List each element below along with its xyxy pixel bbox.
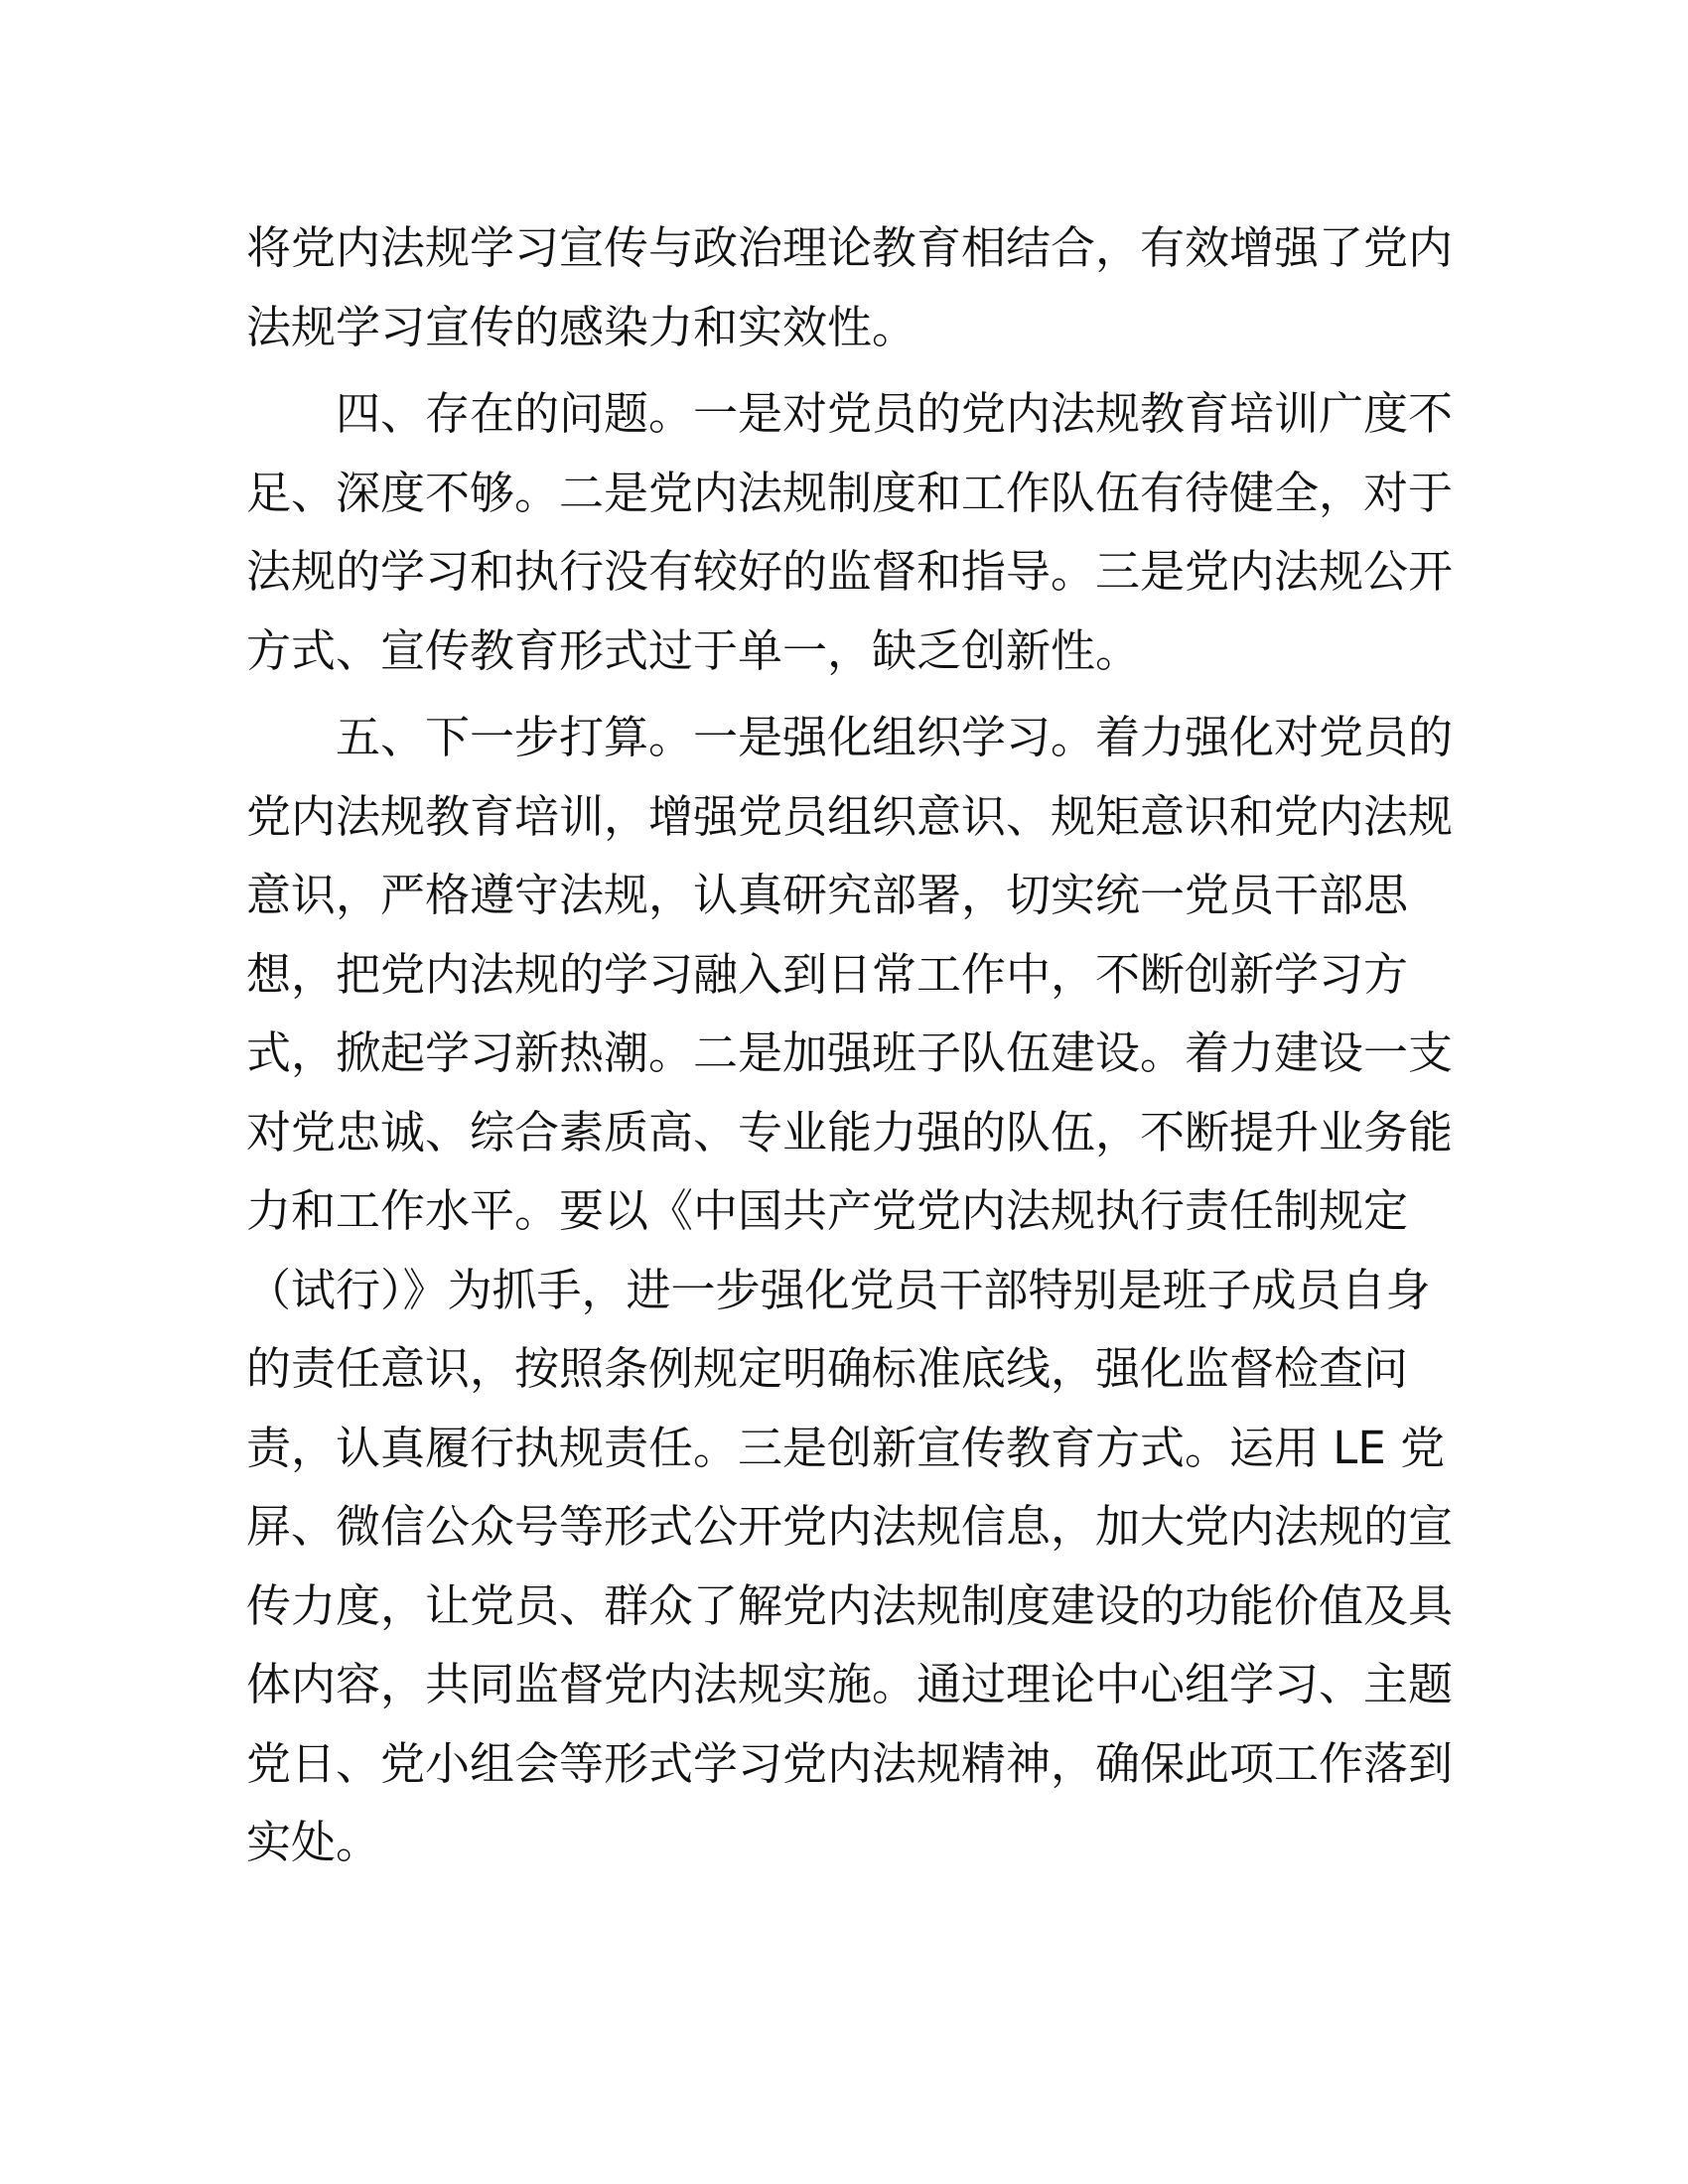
text-line: 法规的学习和执行没有较好的监督和指导。三是党内法规公开 xyxy=(246,545,1454,598)
text-line: （试行）》为抓手，进一步强化党员干部特别是班子成员自身 xyxy=(246,1263,1431,1316)
text-line: 足、深度不够。二是党内法规制度和工作队伍有待健全，对于 xyxy=(246,466,1454,519)
paragraph-5-heading-line: 五、下一步打算。一是强化组织学习。着力强化对党员的 xyxy=(246,711,1454,763)
text-line: 式，掀起学习新热潮。二是加强班子队伍建设。着力建设一支 xyxy=(246,1026,1454,1079)
text-line: 屏、微信公众号等形式公开党内法规信息，加大党内法规的宣 xyxy=(246,1500,1454,1553)
paragraph-4-heading-line: 四、存在的问题。一是对党员的党内法规教育培训广度不 xyxy=(246,387,1454,440)
text-line: 的责任意识，按照条例规定明确标准底线，强化监督检查问 xyxy=(246,1342,1409,1395)
text-line: 传力度，让党员、群众了解党内法规制度建设的功能价值及具 xyxy=(246,1578,1454,1632)
text-line: 党日、党小组会等形式学习党内法规精神，确保此项工作落到 xyxy=(246,1736,1454,1790)
text-line: 意识，严格遵守法规，认真研究部署，切实统一党员干部思 xyxy=(246,869,1409,921)
body-text xyxy=(246,208,1454,1882)
text-line: 责，认真履行执规责任。三是创新宣传教育方式。运用 LE 党 xyxy=(246,1421,1446,1474)
text-line: 力和工作水平。要以《中国共产党党内法规执行责任制规定 xyxy=(246,1184,1409,1237)
text-line: 体内容，共同监督党内法规实施。通过理论中心组学习、主题 xyxy=(246,1658,1454,1710)
text-line: 想，把党内法规的学习融入到日常工作中，不断创新学习方 xyxy=(246,947,1409,1001)
text-line: 党内法规教育培训，增强党员组织意识、规矩意识和党内法规 xyxy=(246,789,1454,843)
text-line: 实处。 xyxy=(246,1816,381,1868)
text-line: 对党忠诚、综合素质高、专业能力强的队伍，不断提升业务能 xyxy=(246,1105,1454,1159)
text-line: 方式、宣传教育形式过于单一，缺乏创新性。 xyxy=(246,623,1141,677)
text-line: 法规学习宣传的感染力和实效性。 xyxy=(246,300,917,353)
text-line: 将党内法规学习宣传与政治理论教育相结合，有效增强了党内 xyxy=(246,221,1454,274)
